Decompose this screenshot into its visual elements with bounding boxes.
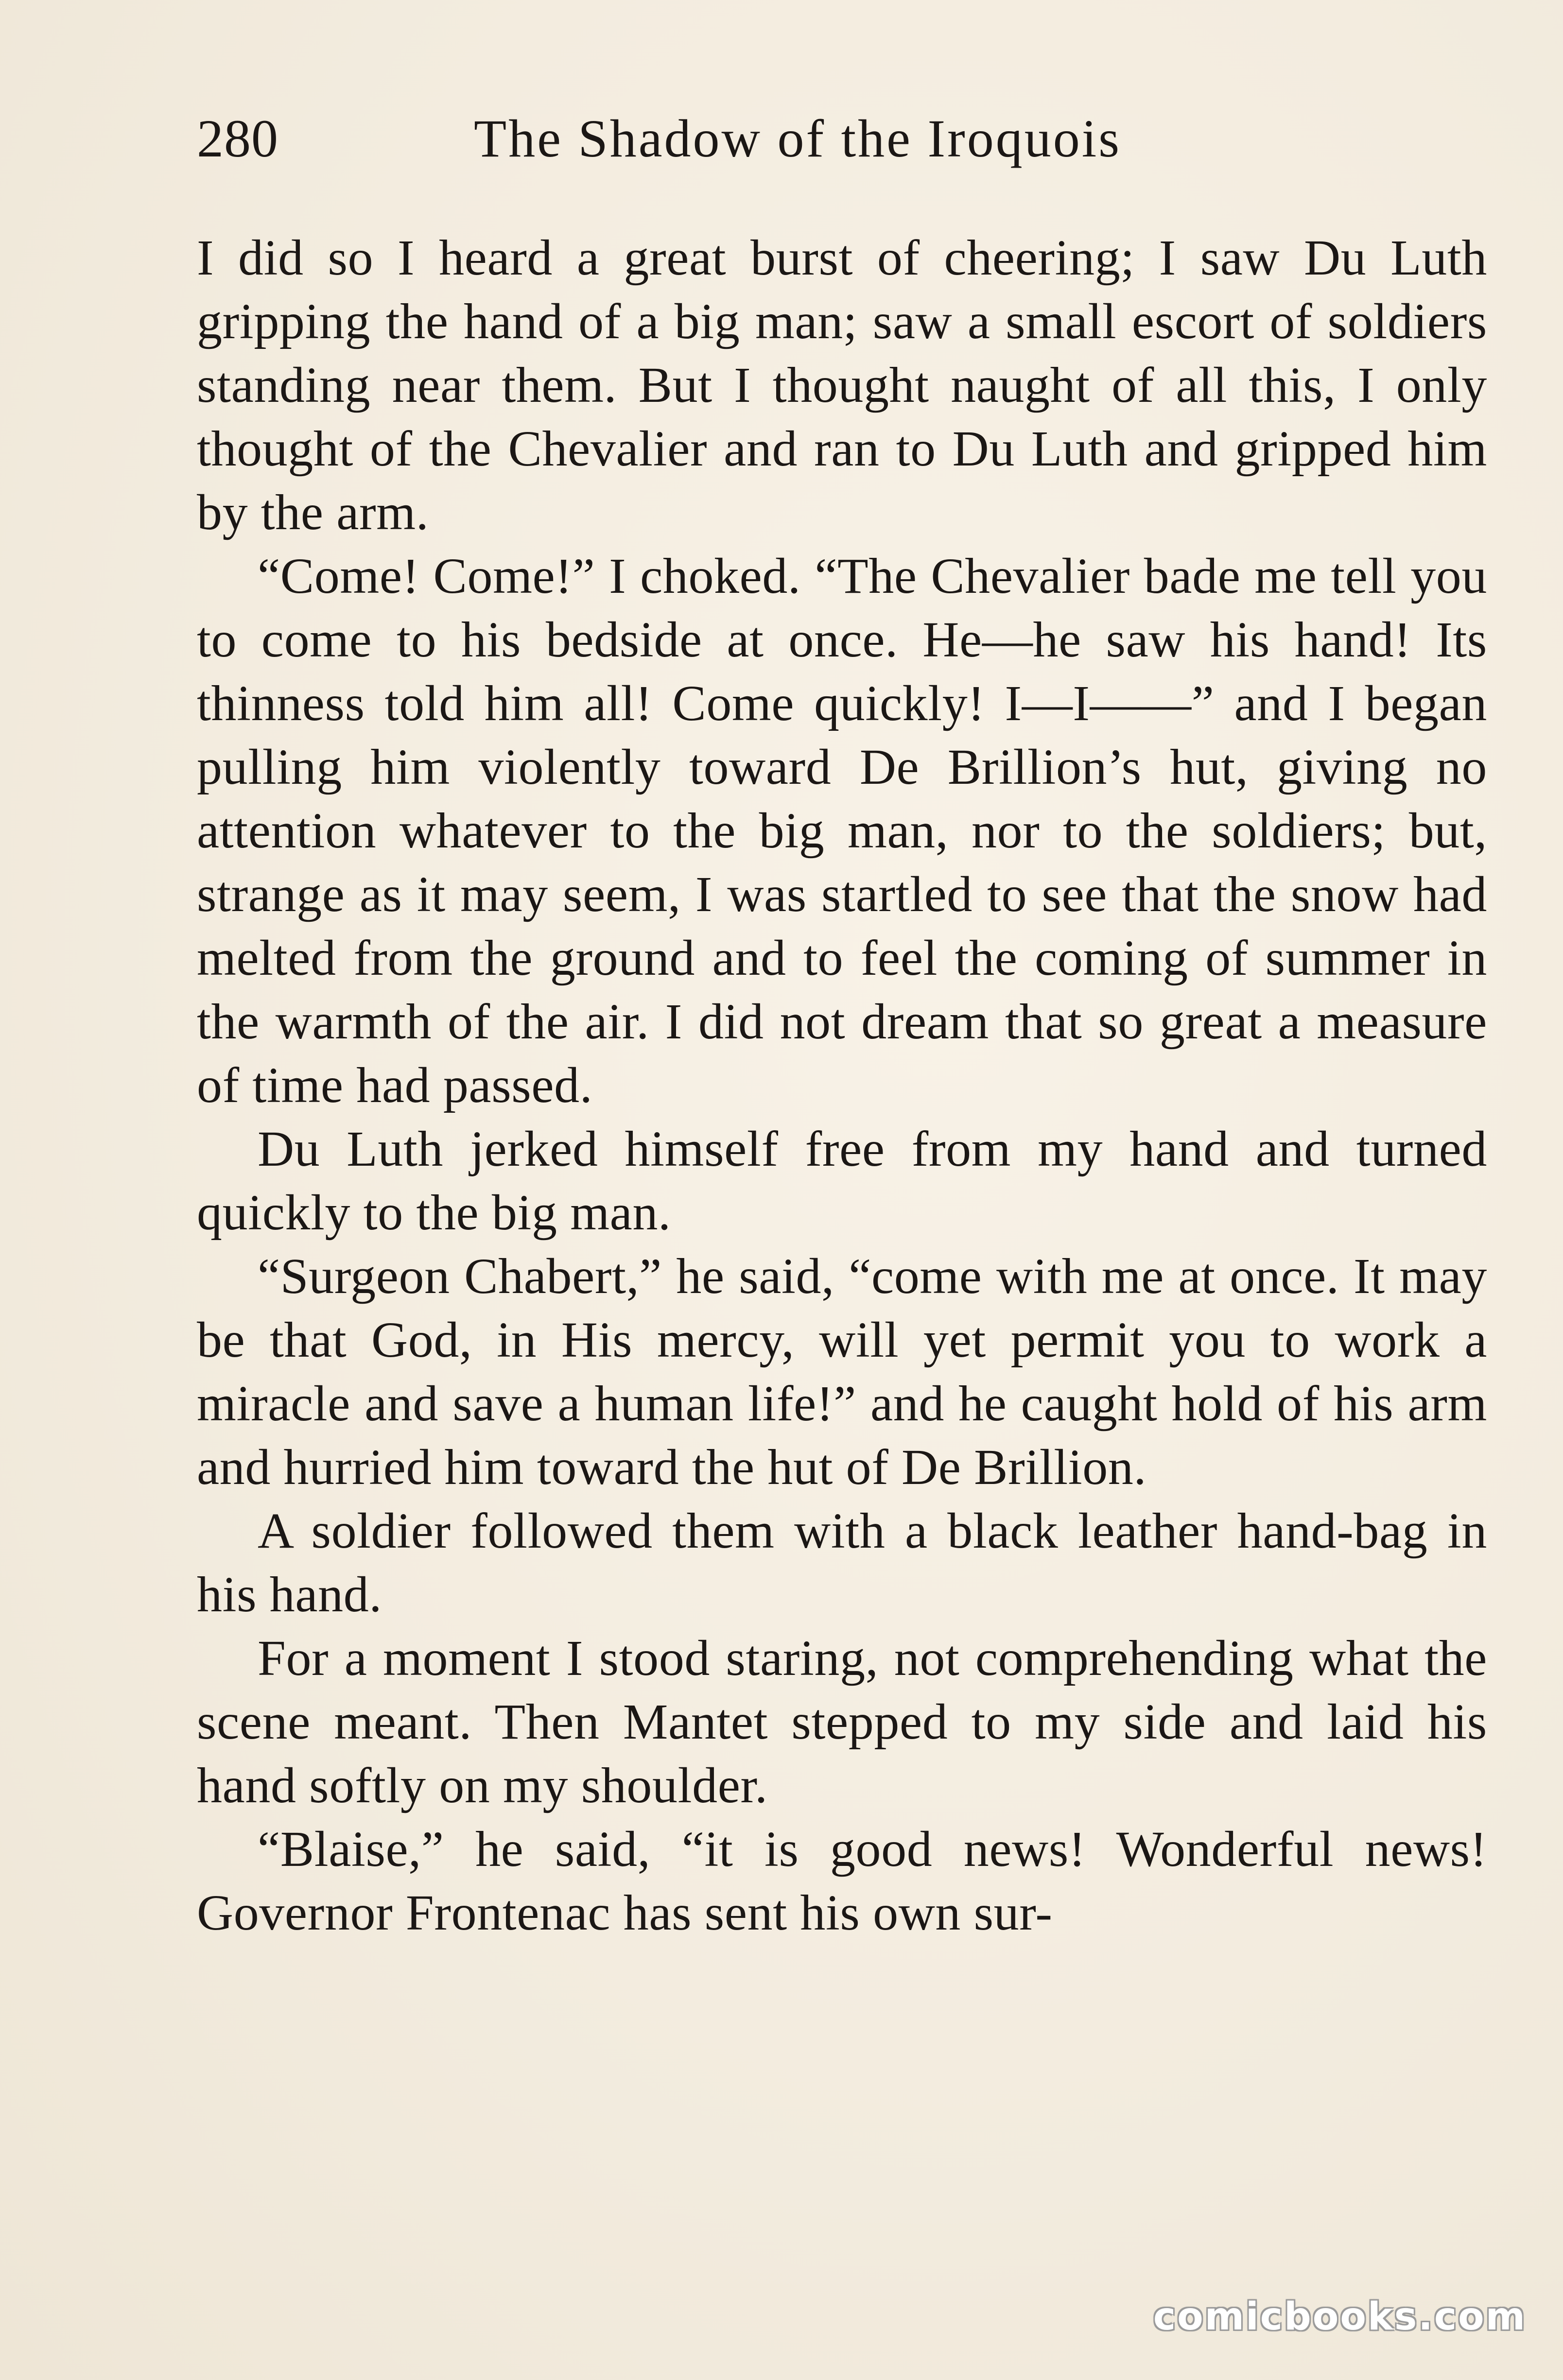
running-title: The Shadow of the Iroquois [474, 109, 1122, 168]
paragraph: “Blaise,” he said, “it is good news! Wonderful news! Governor Frontenac has sent his own sur- [197, 1821, 1487, 1941]
paragraph: “Come! Come!” I choked. “The Chevalier bade me tell you to come to his bedside at once. He—he saw his hand! Its thinness told him all! Come quickly! I—I——” and I began pulling him violently toward De Brillion’s hut, giving no attention whatever to the big man, nor to the soldiers; but, strange as it may seem, I was startled to see that the snow had melted from the ground and to feel the coming of summer in the warmth of the air. I did not dream that so great a measure of time had passed. [197, 548, 1487, 1113]
paragraph: For a moment I stood staring, not comprehending what the scene meant. Then Mantet stepped to my side and laid his hand softly on my shoulder. [197, 1630, 1487, 1813]
page-number: 280 [197, 109, 278, 168]
body-text [197, 226, 1487, 1945]
paragraph: I did so I heard a great burst of cheering; I saw Du Luth gripping the hand of a big man; saw a small escort of soldiers standing near them. But I thought naught of all this, I only thought of the Chevalier and ran to Du Luth and gripped him by the arm. [197, 230, 1487, 540]
page-header [197, 104, 1487, 172]
paragraph: A soldier followed them with a black leather hand-bag in his hand. [197, 1503, 1487, 1622]
paragraph: “Surgeon Chabert,” he said, “come with me at once. It may be that God, in His mercy, will yet permit you to work a miracle and save a human life!” and he caught hold of his arm and hurried him toward the hut of De Brillion. [197, 1248, 1487, 1495]
source-watermark: comicbooks.com [1153, 2295, 1527, 2339]
paragraph: Du Luth jerked himself free from my hand and turned quickly to the big man. [197, 1121, 1487, 1241]
